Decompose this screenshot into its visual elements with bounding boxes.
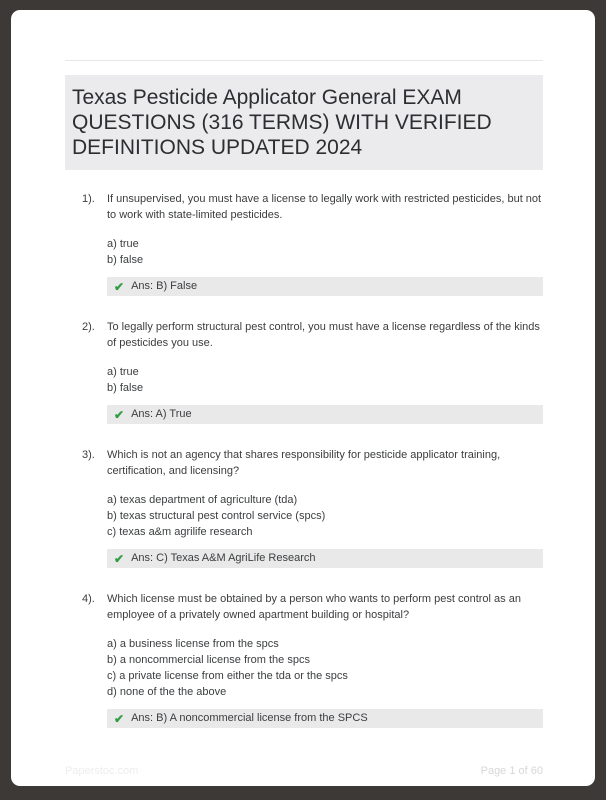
option-item: c) a private license from either the tda or the spcs xyxy=(107,670,348,682)
page-title: Texas Pesticide Applicator General EXAM QUESTIONS (316 TERMS) WITH VERIFIED DEFINITIONS UPDATED 2024 xyxy=(72,86,492,159)
title-banner xyxy=(65,75,543,170)
answer-box xyxy=(107,405,543,424)
option-item: c) texas a&m agrilife research xyxy=(107,526,253,538)
options-list xyxy=(107,364,543,396)
watermark-text: Paperstoc.com xyxy=(65,765,139,777)
page-number-label: Page 1 of 60 xyxy=(480,765,543,777)
question-text: If unsupervised, you must have a license to legally work with restricted pesticides, but not to work with state-limited pesticides. xyxy=(107,193,542,221)
option-item: b) a noncommercial license from the spcs xyxy=(107,654,310,666)
options-list xyxy=(107,236,543,268)
question-number: 1). xyxy=(82,193,95,205)
option-item: a) a business license from the spcs xyxy=(107,638,279,650)
document-page xyxy=(11,10,595,786)
check-icon: ✔ xyxy=(114,551,125,566)
questions-list xyxy=(65,191,543,728)
question-block xyxy=(65,319,543,424)
page-footer xyxy=(65,765,543,777)
question-block xyxy=(65,191,543,296)
answer-box xyxy=(107,549,543,568)
answer-text: Ans: C) Texas A&M AgriLife Research xyxy=(131,552,316,564)
option-item: b) false xyxy=(107,382,144,394)
question-block xyxy=(65,591,543,728)
option-item: b) texas structural pest control service (spcs) xyxy=(107,510,326,522)
options-list xyxy=(107,636,543,700)
option-item: d) none of the the above xyxy=(107,686,227,698)
option-item: b) false xyxy=(107,254,144,266)
question-text: To legally perform structural pest control, you must have a license regardless of the kinds of pesticides you use. xyxy=(107,321,540,349)
check-icon: ✔ xyxy=(114,711,125,726)
question-row xyxy=(82,191,543,223)
answer-box xyxy=(107,277,543,296)
answer-text: Ans: B) A noncommercial license from the SPCS xyxy=(131,712,368,724)
question-text: Which license must be obtained by a person who wants to perform pest control as an employee of a privately owned apartment building or hospital? xyxy=(107,593,521,621)
options-list xyxy=(107,492,543,540)
question-row xyxy=(82,447,543,479)
check-icon: ✔ xyxy=(114,407,125,422)
question-number: 3). xyxy=(82,449,95,461)
question-row xyxy=(82,591,543,623)
question-text: Which is not an agency that shares responsibility for pesticide applicator training, certification, and licensing? xyxy=(107,449,501,477)
check-icon: ✔ xyxy=(114,279,125,294)
question-block xyxy=(65,447,543,568)
answer-box xyxy=(107,709,543,728)
answer-text: Ans: B) False xyxy=(131,280,198,292)
option-item: a) true xyxy=(107,366,139,378)
option-item: a) texas department of agriculture (tda) xyxy=(107,494,298,506)
divider-line xyxy=(65,60,543,61)
option-item: a) true xyxy=(107,238,139,250)
question-row xyxy=(82,319,543,351)
question-number: 4). xyxy=(82,593,95,605)
question-number: 2). xyxy=(82,321,95,333)
answer-text: Ans: A) True xyxy=(131,408,192,420)
page-content xyxy=(11,60,595,728)
